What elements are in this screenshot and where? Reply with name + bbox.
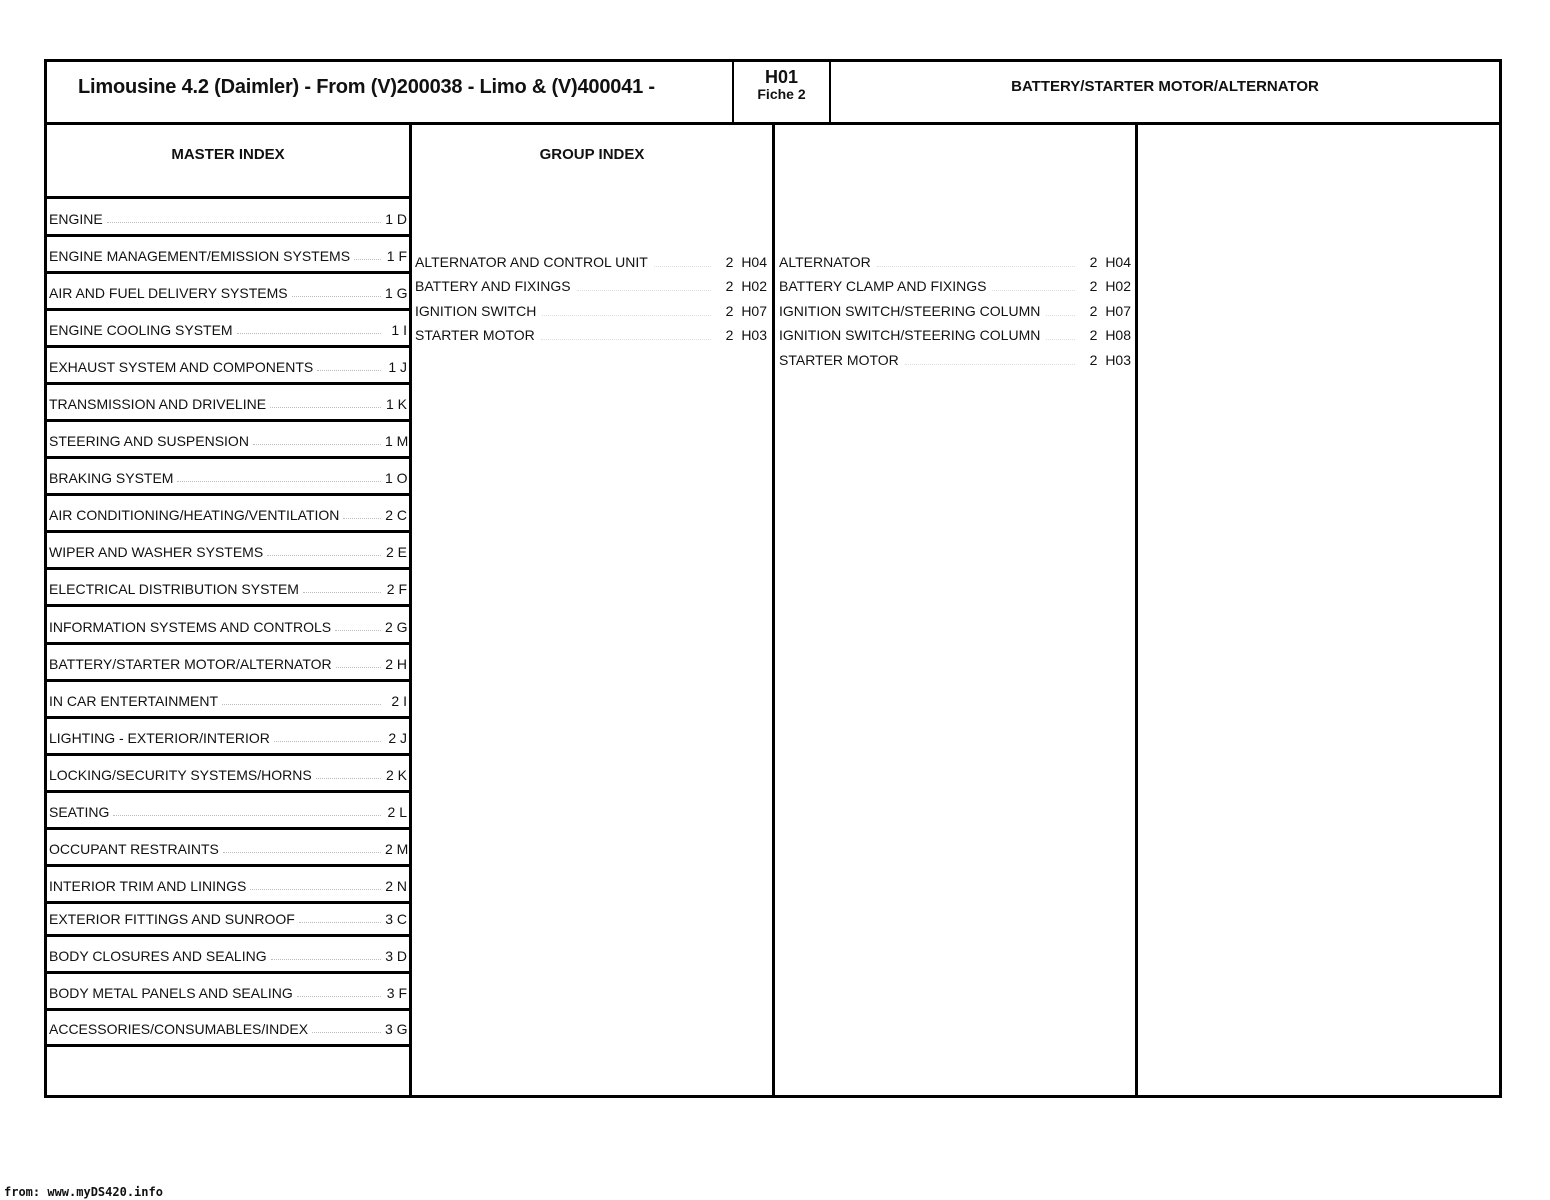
master-index-item[interactable] <box>46 796 410 830</box>
master-index-label: BRAKING SYSTEM <box>49 469 174 486</box>
dot-leader <box>177 481 381 482</box>
sub-index-label: BATTERY CLAMP AND FIXINGS <box>779 278 987 294</box>
master-index-item[interactable] <box>46 977 410 1011</box>
sub-index-item[interactable] <box>779 350 1131 370</box>
master-index-item[interactable] <box>46 722 410 756</box>
master-index-item[interactable] <box>46 870 410 904</box>
master-index-code: 2 E <box>385 543 407 560</box>
master-index-item[interactable] <box>46 940 410 974</box>
dot-leader <box>577 290 711 291</box>
dot-leader <box>292 296 381 297</box>
source-footer: from: www.myDS420.info <box>4 1185 163 1199</box>
master-index-code: 2 K <box>385 766 407 783</box>
master-index-item[interactable] <box>46 833 410 867</box>
master-index-code: 1 I <box>391 321 407 338</box>
column-divider-3 <box>1135 122 1138 1098</box>
master-index-item[interactable] <box>46 499 410 533</box>
dot-leader <box>299 922 381 923</box>
section-title: BATTERY/STARTER MOTOR/ALTERNATOR <box>1011 78 1319 95</box>
master-index-label: LIGHTING - EXTERIOR/INTERIOR <box>49 729 270 746</box>
master-index-code: 1 O <box>385 469 408 486</box>
frame-top <box>44 59 1502 62</box>
group-index-ref: 2 H04 <box>725 254 767 270</box>
group-index-heading: GROUP INDEX <box>539 146 645 163</box>
master-index-label: INFORMATION SYSTEMS AND CONTROLS <box>49 618 332 635</box>
master-index-code: 2 C <box>385 506 407 523</box>
master-index-code: 1 M <box>385 432 409 449</box>
group-index-ref: 2 H02 <box>725 278 767 294</box>
fiche-code-block <box>734 68 829 102</box>
master-index-item[interactable] <box>46 388 410 422</box>
master-index-code: 2 G <box>385 618 408 635</box>
sub-index-item[interactable] <box>779 301 1131 321</box>
sub-index-label: STARTER MOTOR <box>779 352 899 368</box>
dot-leader <box>654 266 711 267</box>
master-index-label: WIPER AND WASHER SYSTEMS <box>49 543 264 560</box>
dot-leader <box>542 315 711 316</box>
dot-leader <box>312 1032 381 1033</box>
master-index-label: BATTERY/STARTER MOTOR/ALTERNATOR <box>49 655 332 672</box>
dot-leader <box>253 444 381 445</box>
master-index-label: ELECTRICAL DISTRIBUTION SYSTEM <box>49 580 299 597</box>
dot-leader <box>107 222 381 223</box>
dot-leader <box>317 370 381 371</box>
master-index-item[interactable] <box>46 314 410 348</box>
master-index-label: EXHAUST SYSTEM AND COMPONENTS <box>49 358 314 375</box>
master-index-heading: MASTER INDEX <box>171 146 285 163</box>
master-index-item[interactable] <box>46 685 410 719</box>
dot-leader <box>316 778 381 779</box>
master-index-label: BODY METAL PANELS AND SEALING <box>49 984 293 1001</box>
master-index-code: 2 M <box>385 840 409 857</box>
dot-leader <box>905 364 1075 365</box>
master-index-code: 2 I <box>391 692 407 709</box>
sub-index-item[interactable] <box>779 252 1131 272</box>
sub-index-ref: 2 H03 <box>1089 352 1131 368</box>
column-divider-2 <box>772 122 775 1098</box>
master-index-item[interactable] <box>46 351 410 385</box>
master-index-label: AIR CONDITIONING/HEATING/VENTILATION <box>49 506 340 523</box>
master-index-label: STEERING AND SUSPENSION <box>49 432 249 449</box>
master-index-item[interactable] <box>46 536 410 570</box>
dot-leader <box>336 667 381 668</box>
dot-leader <box>343 518 381 519</box>
dot-leader <box>1046 315 1075 316</box>
dot-leader <box>992 290 1075 291</box>
master-index-code: 3 G <box>385 1020 408 1037</box>
master-index-code: 3 F <box>386 984 407 1001</box>
dot-leader <box>113 815 381 816</box>
master-index-label: INTERIOR TRIM AND LININGS <box>49 877 247 894</box>
group-index-label: STARTER MOTOR <box>415 327 535 343</box>
master-index-label: ENGINE MANAGEMENT/EMISSION SYSTEMS <box>49 247 351 264</box>
group-index-item[interactable] <box>415 325 767 345</box>
dot-leader <box>335 630 381 631</box>
master-index-label: AIR AND FUEL DELIVERY SYSTEMS <box>49 284 288 301</box>
master-index-code: 1 J <box>388 358 407 375</box>
master-index-item[interactable] <box>46 611 410 645</box>
master-index-label: ENGINE COOLING SYSTEM <box>49 321 233 338</box>
group-index-label: ALTERNATOR AND CONTROL UNIT <box>415 254 648 270</box>
master-index-code: 3 D <box>385 947 407 964</box>
master-index-label: BODY CLOSURES AND SEALING <box>49 947 267 964</box>
master-index-code: 2 F <box>386 580 407 597</box>
master-index-code: 2 N <box>385 877 407 894</box>
dot-leader <box>270 407 381 408</box>
document-title: Limousine 4.2 (Daimler) - From (V)200038 - Limo & (V)400041 - <box>78 76 655 98</box>
master-index-code: 2 L <box>387 803 407 820</box>
master-index-code: 1 G <box>385 284 408 301</box>
sub-index-label: IGNITION SWITCH/STEERING COLUMN <box>779 327 1041 343</box>
group-index-item[interactable] <box>415 301 767 321</box>
sub-index-ref: 2 H08 <box>1089 327 1131 343</box>
dot-leader <box>541 339 711 340</box>
sub-index-label: IGNITION SWITCH/STEERING COLUMN <box>779 303 1041 319</box>
master-index-label: EXTERIOR FITTINGS AND SUNROOF <box>49 910 295 927</box>
dot-leader <box>250 889 381 890</box>
master-index-label: TRANSMISSION AND DRIVELINE <box>49 395 267 412</box>
master-heading-underline <box>46 196 410 199</box>
group-index-label: IGNITION SWITCH <box>415 303 537 319</box>
master-index-item[interactable] <box>46 462 410 496</box>
dot-leader <box>267 555 381 556</box>
master-index-code: 1 D <box>385 210 407 227</box>
sub-index-label: ALTERNATOR <box>779 254 871 270</box>
group-index-item[interactable] <box>415 276 767 296</box>
dot-leader <box>877 266 1075 267</box>
master-index-label: SEATING <box>49 803 110 820</box>
master-index-item[interactable] <box>46 277 410 311</box>
master-index-code: 3 C <box>385 910 407 927</box>
master-index-code: 1 K <box>385 395 407 412</box>
master-index-label: ENGINE <box>49 210 103 227</box>
master-index-item[interactable] <box>46 903 410 937</box>
frame-right <box>1499 59 1502 1098</box>
dot-leader <box>354 259 381 260</box>
sub-index-item[interactable] <box>779 325 1131 345</box>
master-index-label: IN CAR ENTERTAINMENT <box>49 692 219 709</box>
dot-leader <box>223 852 381 853</box>
page-code: H01 <box>764 67 799 87</box>
dot-leader <box>271 959 381 960</box>
master-index-code: 1 F <box>386 247 407 264</box>
master-index-item[interactable] <box>46 425 410 459</box>
group-index-label: BATTERY AND FIXINGS <box>415 278 571 294</box>
sub-index-item[interactable] <box>779 276 1131 296</box>
master-index-item[interactable] <box>46 203 410 237</box>
dot-leader <box>303 592 381 593</box>
sub-index-ref: 2 H07 <box>1089 303 1131 319</box>
master-index-item[interactable] <box>46 648 410 682</box>
master-index-item[interactable] <box>46 573 410 607</box>
dot-leader <box>222 704 381 705</box>
master-index-code: 2 J <box>388 729 407 746</box>
master-index-label: OCCUPANT RESTRAINTS <box>49 840 219 857</box>
master-index-code: 2 H <box>385 655 407 672</box>
master-index-label: ACCESSORIES/CONSUMABLES/INDEX <box>49 1020 309 1037</box>
sub-index-ref: 2 H02 <box>1089 278 1131 294</box>
dot-leader <box>1046 339 1075 340</box>
dot-leader <box>237 333 381 334</box>
dot-leader <box>274 741 381 742</box>
group-index-ref: 2 H03 <box>725 327 767 343</box>
dot-leader <box>297 996 381 997</box>
master-index-label: LOCKING/SECURITY SYSTEMS/HORNS <box>49 766 312 783</box>
sub-index-ref: 2 H04 <box>1089 254 1131 270</box>
group-index-ref: 2 H07 <box>725 303 767 319</box>
master-index-item[interactable] <box>46 240 410 274</box>
master-index-item[interactable] <box>46 759 410 793</box>
group-index-item[interactable] <box>415 252 767 272</box>
master-index-item[interactable] <box>46 1013 410 1047</box>
fiche-label: Fiche 2 <box>757 85 806 102</box>
